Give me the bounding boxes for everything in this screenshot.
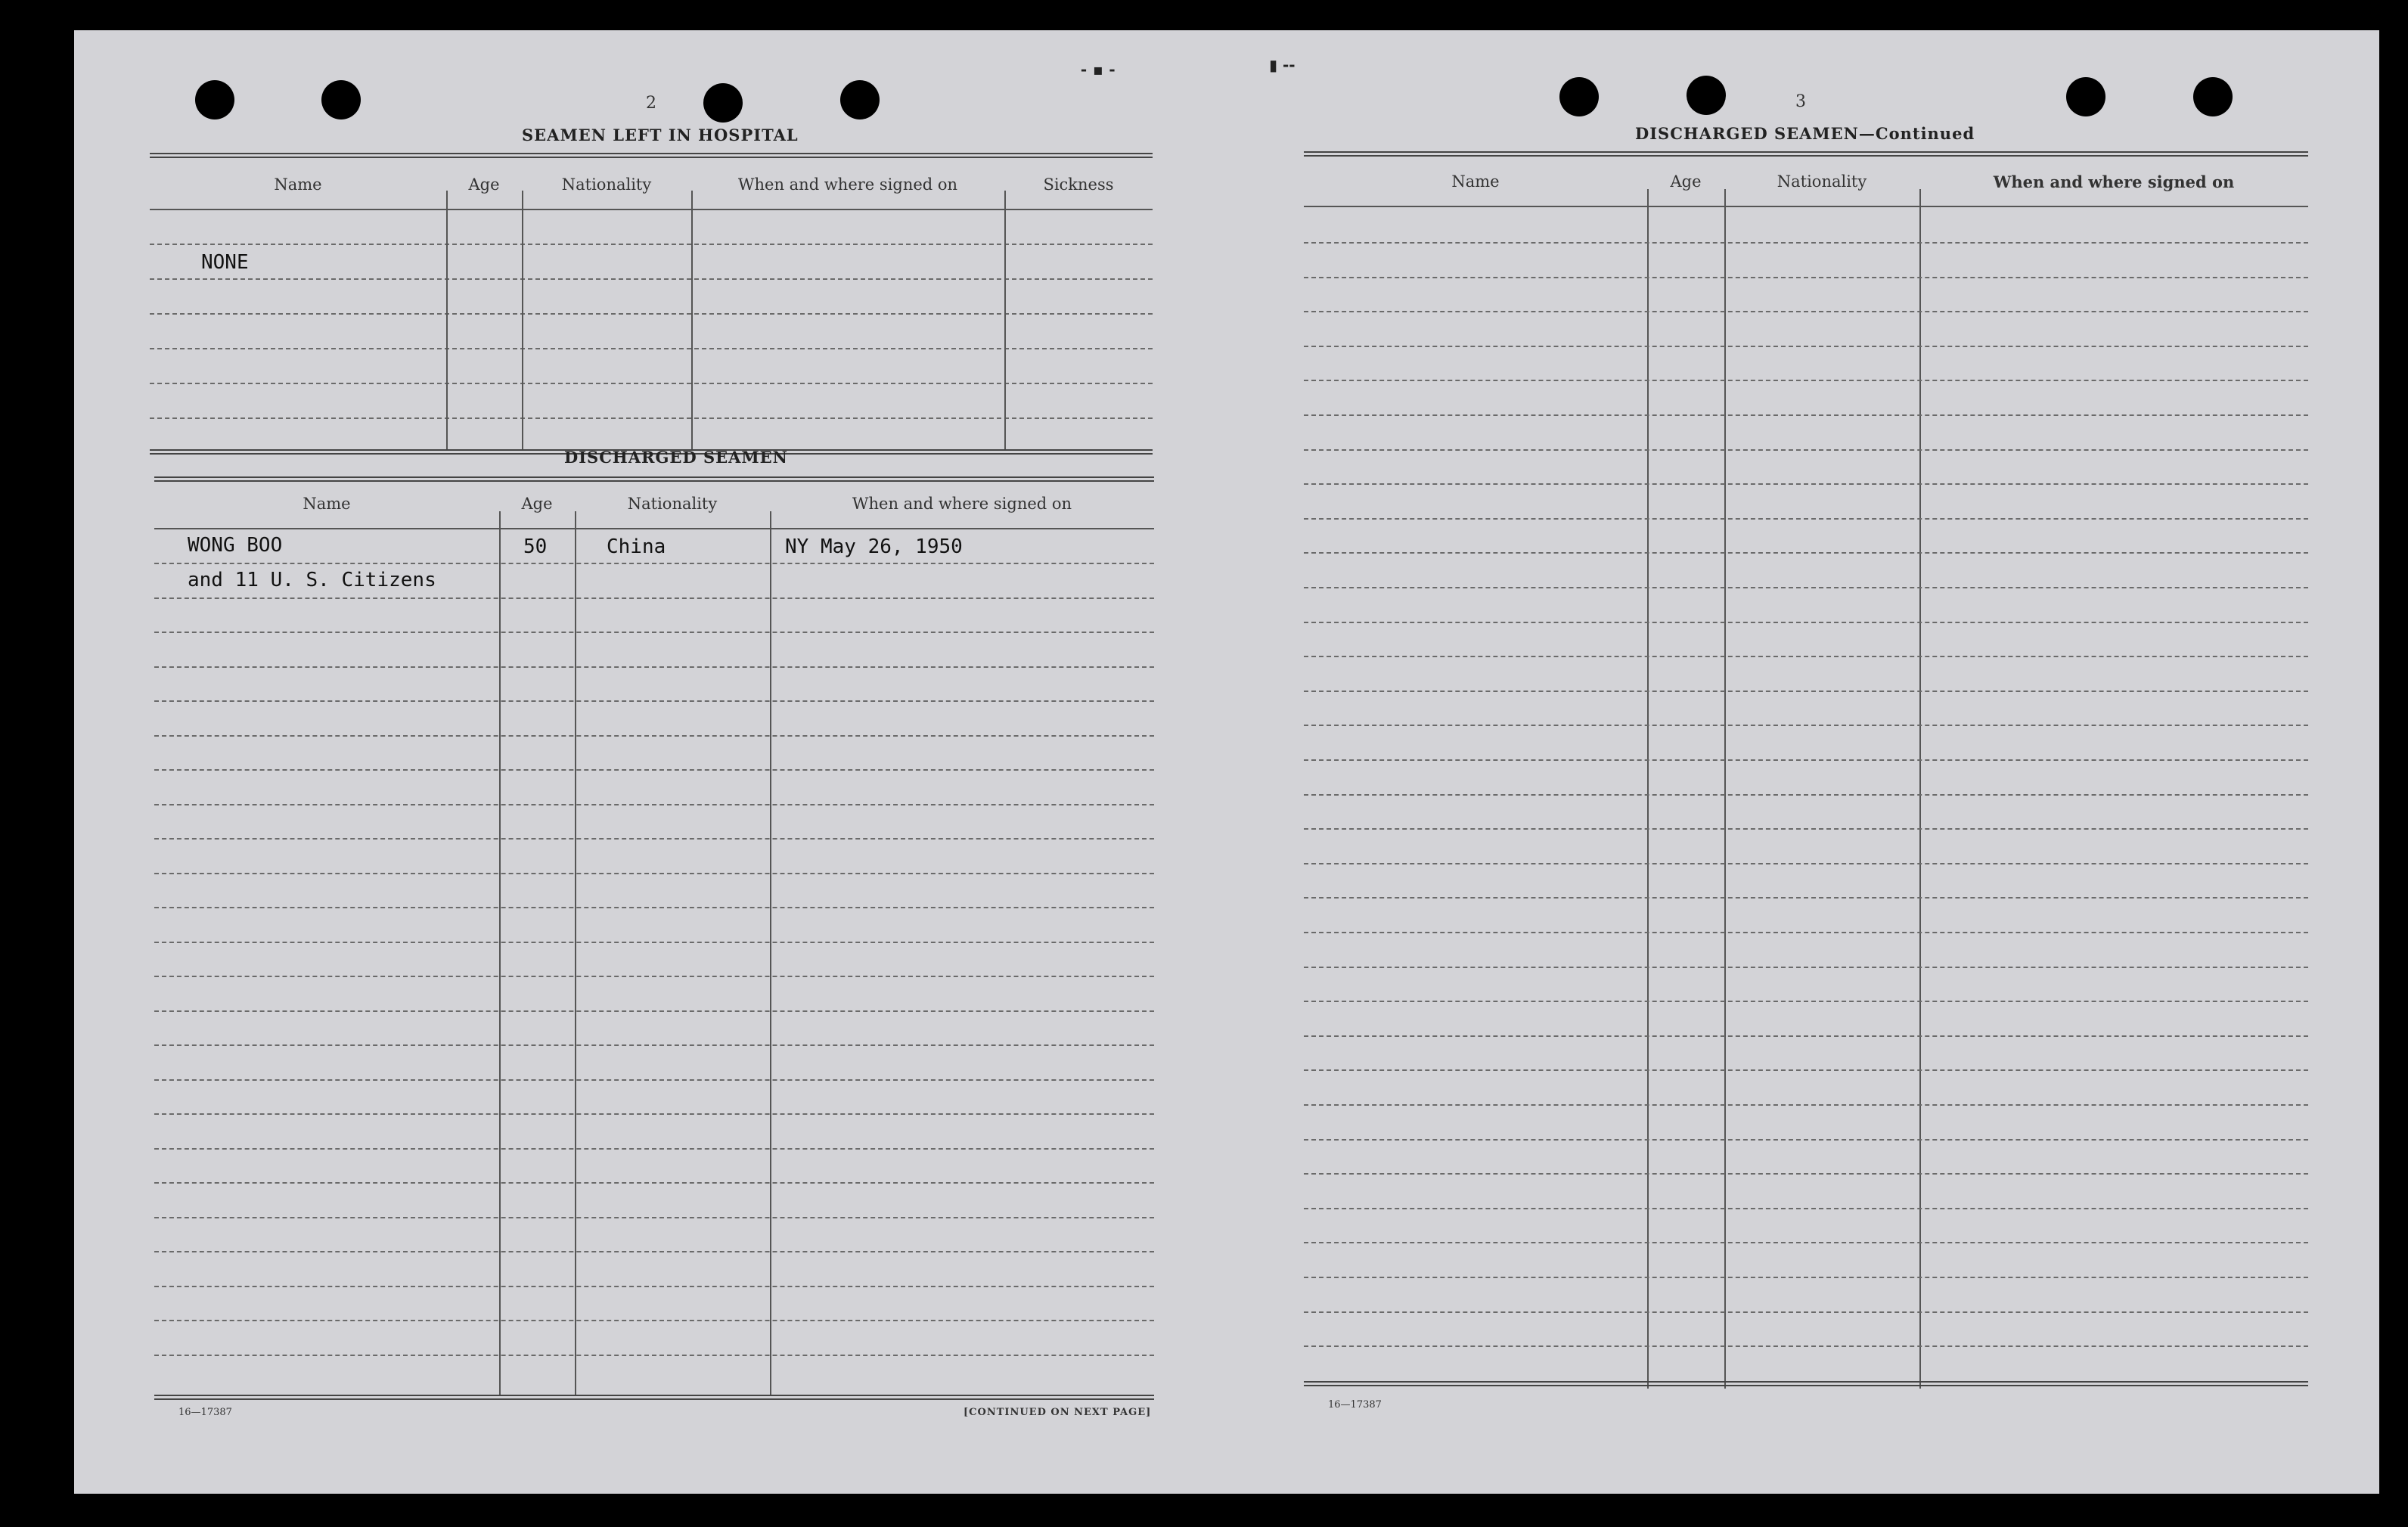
row-line: [1304, 449, 2308, 451]
col-header-nationality: Nationality: [561, 175, 652, 194]
stray-mark: ⁃ ▪ ⁃: [1080, 61, 1116, 79]
row-line: [154, 804, 1154, 805]
discharged-row-signed-on: NY May 26, 1950: [785, 535, 963, 558]
col-divider: [522, 191, 523, 449]
document-sheet: [74, 30, 2379, 1494]
page-number: 2: [646, 94, 656, 113]
col-header-age: Age: [468, 175, 500, 194]
row-line: [1304, 656, 2308, 657]
row-line: [1304, 1173, 2308, 1175]
table-bottom-rule: [1304, 1381, 2308, 1386]
row-line: [154, 1355, 1154, 1356]
row-line: [1304, 1069, 2308, 1071]
row-line: [154, 1113, 1154, 1115]
row-line: [154, 666, 1154, 668]
row-line: [1304, 725, 2308, 726]
row-line: [150, 278, 1153, 280]
row-line: [1304, 1208, 2308, 1209]
col-divider: [770, 511, 771, 1395]
form-number: 16—17387: [1328, 1399, 1382, 1411]
col-header-signed-on: When and where signed on: [1993, 172, 2235, 191]
discharged-table: [154, 476, 1154, 1402]
col-divider: [691, 191, 693, 449]
punch-hole: [1559, 77, 1599, 116]
row-line: [1304, 1311, 2308, 1313]
punch-hole: [703, 83, 743, 123]
col-header-sickness: Sickness: [1043, 175, 1114, 194]
row-line: [154, 632, 1154, 633]
row-line: [154, 1044, 1154, 1046]
row-line: [150, 244, 1153, 245]
row-line: [1304, 552, 2308, 554]
row-line: [154, 976, 1154, 977]
row-line: [1304, 691, 2308, 692]
row-line: [154, 838, 1154, 840]
header-rule: [1304, 206, 2308, 207]
punch-hole: [1687, 76, 1726, 115]
punch-hole: [2193, 77, 2233, 116]
row-line: [154, 597, 1154, 599]
row-line: [1304, 1035, 2308, 1037]
stray-mark: ▮ ‐‐: [1269, 56, 1296, 74]
discharged-row-age: 50: [523, 535, 548, 558]
row-line: [154, 1320, 1154, 1321]
header-rule: [150, 209, 1153, 210]
col-header-name: Name: [1451, 172, 1500, 191]
col-header-age: Age: [1670, 172, 1702, 191]
col-divider: [446, 191, 448, 449]
row-line: [154, 1251, 1154, 1252]
row-line: [1304, 863, 2308, 864]
row-line: [154, 873, 1154, 874]
hospital-row-name: NONE: [201, 251, 249, 274]
section-title-discharged: DISCHARGED SEAMEN: [564, 448, 788, 467]
hospital-table: [150, 153, 1153, 454]
form-number: 16—17387: [178, 1407, 232, 1418]
row-line: [154, 1010, 1154, 1012]
row-line: [154, 942, 1154, 943]
punch-hole: [2066, 77, 2105, 116]
col-divider: [1004, 191, 1006, 449]
row-line: [1304, 587, 2308, 588]
discharged-row-name: WONG BOO: [188, 534, 283, 557]
row-line: [1304, 277, 2308, 278]
row-line: [1304, 932, 2308, 933]
row-line: [1304, 483, 2308, 485]
row-line: [154, 1182, 1154, 1184]
row-line: [154, 1217, 1154, 1218]
punch-hole: [321, 80, 361, 119]
row-line: [1304, 1001, 2308, 1002]
row-line: [1304, 967, 2308, 968]
row-line: [154, 563, 1154, 564]
row-line: [154, 735, 1154, 737]
row-line: [150, 313, 1153, 315]
row-line: [1304, 1139, 2308, 1141]
row-line: [1304, 380, 2308, 381]
row-line: [1304, 897, 2308, 899]
section-title-discharged-continued: DISCHARGED SEAMEN—Continued: [1635, 124, 1975, 143]
row-line: [150, 383, 1153, 384]
section-title-hospital: SEAMEN LEFT IN HOSPITAL: [522, 126, 799, 144]
table-top-rule: [1304, 151, 2308, 157]
col-header-nationality: Nationality: [627, 495, 718, 513]
row-line: [1304, 1277, 2308, 1278]
table-top-rule: [150, 153, 1153, 158]
continued-note: [CONTINUED ON NEXT PAGE]: [964, 1407, 1152, 1418]
row-line: [1304, 622, 2308, 623]
col-divider: [499, 511, 501, 1395]
row-line: [1304, 242, 2308, 244]
table-bottom-rule: [154, 1395, 1154, 1400]
row-line: [1304, 759, 2308, 761]
row-line: [1304, 1104, 2308, 1106]
punch-hole: [195, 80, 234, 119]
row-line: [154, 769, 1154, 771]
row-line: [154, 907, 1154, 908]
col-header-signed-on: When and where signed on: [737, 175, 958, 194]
discharged-row-nationality: China: [607, 535, 666, 558]
row-line: [1304, 794, 2308, 796]
col-header-nationality: Nationality: [1777, 172, 1867, 191]
row-line: [154, 1079, 1154, 1081]
row-line: [1304, 311, 2308, 312]
row-line: [1304, 414, 2308, 416]
row-line: [1304, 828, 2308, 830]
row-line: [154, 1148, 1154, 1150]
col-header-age: Age: [521, 495, 553, 513]
col-header-name: Name: [303, 495, 351, 513]
table-top-rule: [154, 476, 1154, 482]
header-rule: [154, 528, 1154, 529]
row-line: [1304, 518, 2308, 520]
col-header-signed-on: When and where signed on: [852, 495, 1072, 513]
discharged-row-name: and 11 U. S. Citizens: [188, 569, 436, 591]
col-header-name: Name: [274, 175, 322, 194]
row-line: [1304, 1242, 2308, 1243]
discharged-continued-table: [1304, 151, 2308, 1389]
row-line: [150, 348, 1153, 349]
row-line: [154, 700, 1154, 702]
row-line: [150, 417, 1153, 419]
row-line: [1304, 1345, 2308, 1347]
page-number: 3: [1795, 92, 1806, 111]
row-line: [154, 1286, 1154, 1287]
punch-hole: [840, 80, 880, 119]
row-line: [1304, 346, 2308, 347]
col-divider: [575, 511, 576, 1395]
